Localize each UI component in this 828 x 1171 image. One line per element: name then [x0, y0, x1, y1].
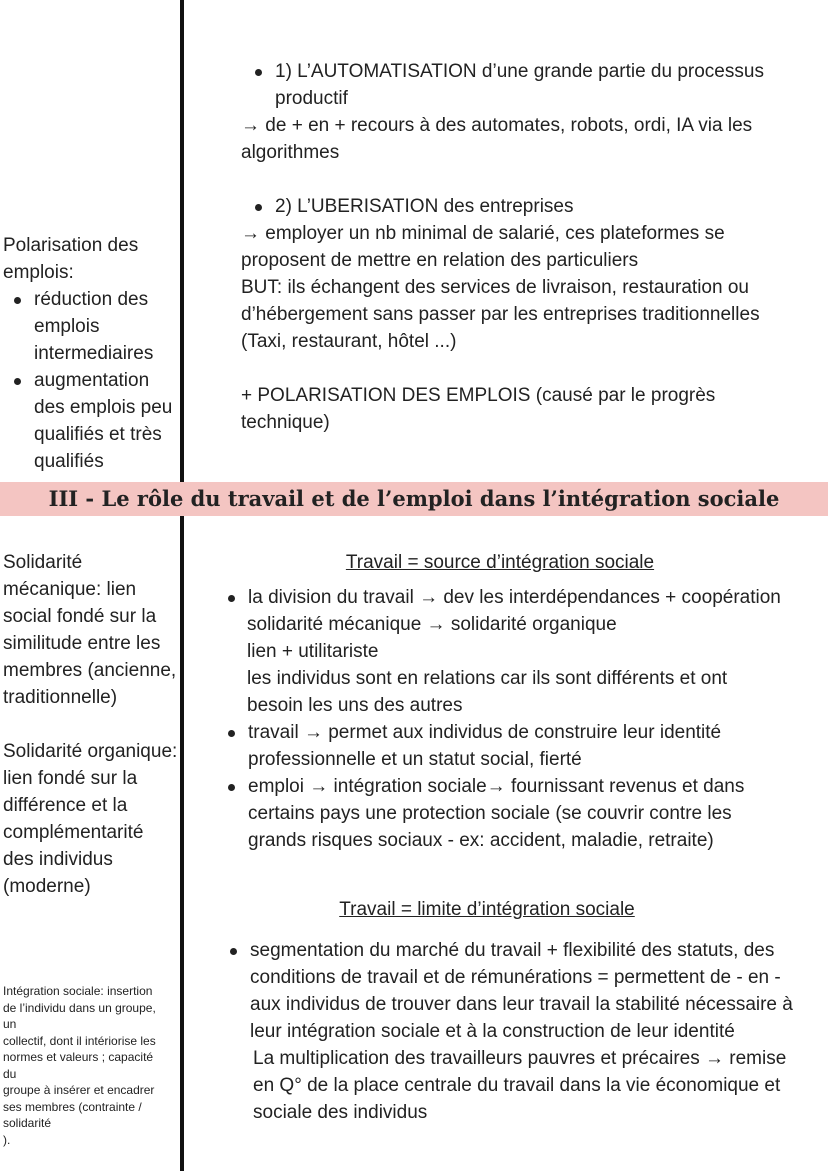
integration-sociale-note — [3, 983, 179, 1148]
section-heading: III - Le rôle du travail et de l’emploi dans l’intégration sociale — [48, 486, 780, 511]
note-line: solidarité — [3, 1116, 52, 1130]
polarisation-bullet: réduction des emplois intermediaires — [2, 286, 177, 367]
solidarite-organique-definition: Solidarité organique: lien fondé sur la différence et la complémentarité des individus (moderne) — [3, 741, 178, 897]
division-travail-details — [216, 611, 784, 719]
uberisation-item: 2) L’UBERISATION des entreprises — [243, 193, 791, 220]
note-line: de l’individu dans un groupe, — [3, 1000, 156, 1015]
integration-limit-section — [218, 896, 802, 1126]
polarisation-text: + POLARISATION DES EMPLOIS (causé par le progrès technique) — [241, 385, 716, 433]
segmentation-text: segmentation du marché du travail + flexibilité des statuts, des conditions de travail et de rémunérations = permettent de - en - aux individus de trouver dans leur travail la stabilité nécessaire à leur intégration sociale et à la construction de leur identité — [250, 940, 793, 1042]
column-divider-bottom — [180, 516, 184, 1171]
note-line: un — [3, 1017, 17, 1031]
note-line: du — [3, 1066, 17, 1081]
subhead-limite: Travail = limite d’intégration sociale — [339, 899, 635, 920]
integration-source-section — [216, 549, 784, 854]
uberisation-text: → employer un nb minimal de salarié, ces plateformes se proposent de mettre en relation des particuliers — [241, 223, 725, 271]
section-heading-band — [0, 482, 828, 516]
bullet-segmentation — [218, 937, 802, 1126]
automatisation-text: → de + en + recours à des automates, robots, ordi, IA via les algorithmes — [241, 115, 753, 163]
uberisation-but-text: BUT: ils échangent des services de livraison, restauration ou d’hébergement sans passer par les entreprises traditionnelles (Taxi, restaurant, hôtel ...) — [241, 277, 760, 352]
polarisation-note-title: Polarisation des emplois: — [3, 235, 139, 283]
note-line: ses membres (contrainte / — [3, 1099, 142, 1114]
lien-utilitariste-text: lien + utilitariste — [247, 641, 379, 662]
automatisation-item: 1) L’AUTOMATISATION d’une grande partie du processus productif — [243, 58, 791, 112]
relations-individus-text: les individus sont en relations car ils sont différents et ont besoin les uns des autres — [247, 668, 728, 716]
polarisation-bullet: augmentation des emplois peu qualifiés et très qualifiés — [2, 367, 177, 475]
bullet-division-travail — [216, 584, 784, 611]
travailleurs-pauvres-text: La multiplication des travailleurs pauvres et précaires → remise en Q° de la place centrale du travail dans la vie économique et sociale des individus — [253, 1048, 787, 1123]
note-line: groupe à insérer et encadrer — [3, 1083, 155, 1097]
note-line: ). — [3, 1132, 11, 1147]
note-line: Intégration sociale: insertion — [3, 984, 153, 998]
solidarity-definitions — [3, 549, 179, 900]
note-line: collectif, dont il intériorise les — [3, 1033, 156, 1048]
division-travail-text: la division du travail → dev les interdépendances + coopération — [248, 587, 781, 608]
solidarite-mecanique-definition: Solidarité mécanique: lien social fondé sur la similitude entre les membres (ancienne, traditionnelle) — [3, 552, 177, 708]
solidarite-transition-text: solidarité mécanique → solidarité organique — [247, 614, 617, 635]
polarisation-note — [3, 232, 177, 475]
subhead-source: Travail = source d’intégration sociale — [345, 552, 655, 573]
note-line: normes et valeurs ; capacité — [3, 1050, 154, 1064]
top-right-notes — [241, 58, 791, 436]
bullet-emploi-integration: emploi → intégration sociale→ fournissant revenus et dans certains pays une protection sociale (se couvrir contre les grands risques sociaux - ex: accident, maladie, retraite) — [216, 773, 784, 854]
column-divider-top — [180, 0, 184, 482]
bullet-travail-identite: travail → permet aux individus de construire leur identité professionnelle et un statut social, fierté — [216, 719, 784, 773]
